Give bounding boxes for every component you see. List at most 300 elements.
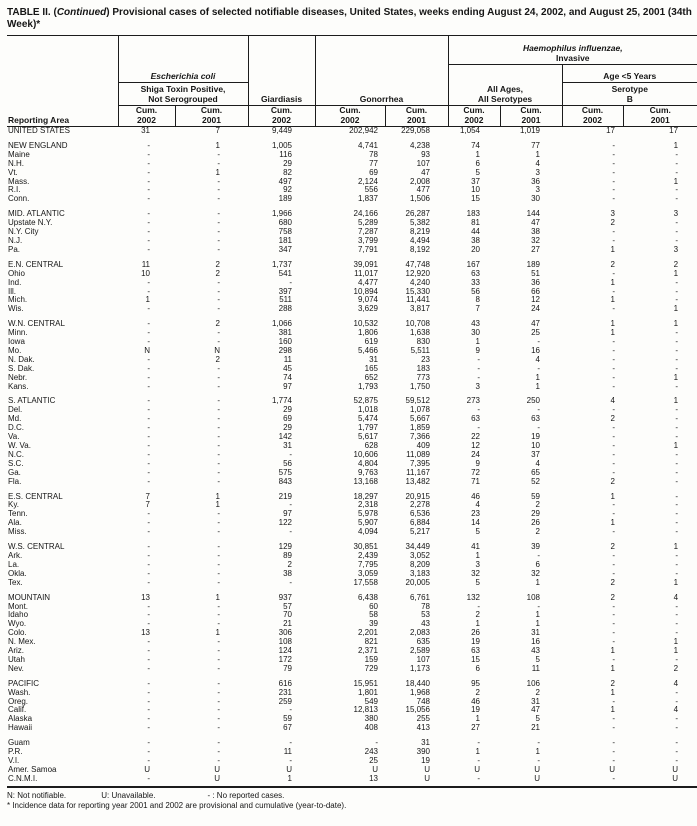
value-cell: -	[612, 602, 615, 611]
value-cell: 1	[610, 329, 615, 338]
value-cell: 231	[278, 688, 292, 697]
reporting-area-cell: MOUNTAIN	[8, 592, 51, 602]
value-cell: -	[537, 738, 540, 748]
value-cell: -	[147, 245, 150, 254]
value-cell: 1,078	[409, 406, 430, 415]
value-cell: 2,008	[409, 177, 430, 186]
value-cell: -	[612, 159, 615, 168]
value-cell: -	[217, 468, 220, 477]
value-cell: 2	[287, 560, 292, 569]
value-cell: 2,318	[357, 501, 378, 510]
value-cell: 142	[278, 433, 292, 442]
reporting-area-cell: Upstate N.Y.	[8, 219, 53, 228]
value-cell: 97	[283, 382, 292, 391]
table-row	[7, 656, 697, 665]
value-cell: -	[675, 424, 679, 433]
value-cell: -	[675, 415, 679, 424]
value-cell: -	[675, 688, 679, 697]
value-cell: -	[217, 569, 220, 578]
value-cell: 16	[531, 346, 540, 355]
table-row	[7, 460, 697, 469]
value-cell: 57	[283, 602, 292, 611]
reporting-area-cell: UNITED STATES	[8, 126, 70, 135]
value-cell: -	[217, 715, 220, 724]
value-cell: -	[147, 620, 150, 629]
value-cell: 89	[283, 551, 292, 560]
value-cell: -	[675, 150, 679, 159]
value-cell: 77	[531, 140, 540, 150]
value-cell: 830	[416, 338, 430, 347]
table-row	[7, 698, 697, 707]
value-cell: -	[612, 177, 615, 186]
value-cell: -	[675, 697, 679, 706]
value-cell: -	[217, 406, 220, 415]
value-cell: 12,813	[353, 706, 378, 715]
value-cell: 3,183	[409, 569, 430, 578]
reporting-area-cell: Fla.	[8, 477, 22, 486]
value-cell: 11,441	[406, 296, 430, 305]
value-cell: 729	[364, 664, 378, 673]
value-cell: 1,837	[357, 195, 378, 204]
value-cell: 79	[283, 664, 292, 673]
ecoli-sub-line2: Not Serogrouped	[148, 93, 218, 104]
value-cell: 12,920	[405, 269, 430, 278]
table-row	[7, 611, 697, 620]
value-cell: 2	[610, 678, 615, 688]
value-cell: 5	[475, 578, 480, 587]
reporting-area-cell: Nev.	[8, 664, 24, 673]
value-cell: 6	[535, 560, 540, 569]
value-cell: 21	[531, 724, 540, 733]
value-cell: -	[217, 477, 220, 486]
value-cell: 408	[364, 724, 378, 733]
value-cell: 1	[673, 542, 679, 552]
value-cell: 10	[471, 186, 480, 195]
value-cell: 1	[610, 519, 615, 528]
value-cell: 1	[475, 620, 480, 629]
value-cell: 2,201	[357, 629, 378, 638]
value-cell: 1	[610, 491, 615, 501]
value-cell: 160	[278, 338, 292, 347]
value-cell: 6	[475, 159, 480, 168]
value-cell: 24,166	[353, 209, 378, 219]
value-cell: 14	[471, 519, 480, 528]
value-cell: 4	[535, 459, 540, 468]
value-cell: -	[147, 602, 150, 611]
value-cell: -	[289, 450, 292, 459]
cum-col-header: Cum. 2002	[448, 106, 500, 127]
value-cell: 7,366	[409, 433, 430, 442]
value-cell: 1	[215, 491, 220, 501]
value-cell: 12	[471, 442, 480, 450]
value-cell: -	[147, 140, 150, 150]
value-cell: 7	[475, 305, 480, 314]
value-cell: 347	[278, 245, 292, 254]
value-cell: 31	[421, 738, 430, 748]
value-cell: -	[147, 424, 150, 433]
value-cell: 43	[421, 620, 430, 629]
value-cell: -	[612, 150, 615, 159]
table-row	[7, 665, 697, 674]
reporting-area-cell: E.S. CENTRAL	[8, 491, 63, 501]
value-cell: 773	[416, 373, 430, 382]
value-cell: -	[147, 150, 150, 159]
value-cell: 259	[278, 697, 292, 706]
table-row	[7, 204, 697, 219]
table-row	[7, 674, 697, 689]
table-row	[7, 706, 697, 715]
value-cell: 8,192	[409, 245, 430, 254]
value-cell: 255	[416, 715, 430, 724]
value-cell: 1	[673, 269, 679, 278]
value-cell: 821	[364, 638, 378, 647]
value-cell: -	[217, 611, 220, 620]
value-cell: 30	[471, 329, 480, 338]
value-cell: 680	[278, 219, 292, 228]
value-cell: -	[612, 724, 615, 733]
value-cell: -	[147, 168, 150, 177]
value-cell: 27	[471, 724, 480, 733]
value-cell: 53	[421, 611, 430, 620]
reporting-area-cell: D.C.	[8, 424, 24, 433]
footnote-unavailable: U: Unavailable.	[101, 790, 156, 800]
value-cell: 31	[369, 355, 378, 364]
value-cell: 67	[283, 724, 292, 733]
value-cell: 47	[531, 706, 540, 715]
value-cell: -	[217, 459, 220, 468]
value-cell: 37	[471, 177, 480, 186]
value-cell: 3	[610, 209, 615, 219]
header-spacer	[118, 36, 248, 65]
value-cell: 82	[283, 168, 292, 177]
ecoli-group-header	[118, 65, 248, 83]
value-cell: 144	[526, 209, 540, 219]
value-cell: -	[675, 655, 679, 664]
value-cell: -	[217, 209, 220, 219]
value-cell: -	[612, 450, 615, 459]
value-cell: -	[675, 228, 679, 237]
table-row	[7, 169, 697, 178]
header-spacer	[448, 65, 562, 83]
cum-col-header: Cum. 2001	[385, 106, 448, 127]
value-cell: -	[675, 569, 679, 578]
value-cell: -	[147, 364, 150, 373]
value-cell: -	[612, 195, 615, 204]
value-cell: 10,606	[353, 450, 378, 459]
value-cell: -	[147, 468, 150, 477]
value-cell: 1	[610, 319, 615, 329]
value-cell: 619	[364, 338, 378, 347]
value-cell: 5,978	[357, 510, 378, 519]
value-cell: -	[612, 510, 615, 519]
value-cell: 7	[145, 501, 150, 510]
value-cell: 1	[535, 611, 540, 620]
value-cell: 2	[475, 688, 480, 697]
value-cell: -	[217, 219, 220, 228]
value-cell: 172	[278, 655, 292, 664]
value-cell: -	[147, 519, 150, 528]
value-cell: 511	[279, 296, 292, 305]
reporting-area-cell: Conn.	[8, 195, 30, 204]
value-cell: 33	[471, 278, 480, 287]
value-cell: 11,089	[406, 450, 430, 459]
value-cell: 38	[531, 228, 540, 237]
value-cell: 1,173	[409, 664, 430, 673]
value-cell: 52	[531, 477, 540, 486]
value-cell: -	[217, 329, 220, 338]
value-cell: 2	[610, 477, 615, 486]
value-cell: 10,532	[353, 319, 378, 329]
value-cell: 1	[673, 638, 679, 647]
value-cell: 1	[145, 296, 150, 305]
reporting-area-cell: Tenn.	[8, 510, 28, 519]
reporting-area-header: Reporting Area	[7, 36, 118, 127]
value-cell: 2	[215, 355, 220, 364]
value-cell: -	[289, 578, 292, 587]
value-cell: -	[612, 468, 615, 477]
value-cell: 229,058	[401, 126, 430, 135]
value-cell: 497	[278, 177, 292, 186]
value-cell: 2,589	[409, 647, 430, 656]
value-cell: -	[217, 236, 220, 245]
value-cell: -	[612, 140, 615, 150]
value-cell: -	[217, 228, 220, 237]
value-cell: 39	[369, 620, 378, 629]
value-cell: 243	[364, 748, 378, 757]
value-cell: -	[147, 186, 150, 195]
reporting-area-cell: Ariz.	[8, 647, 24, 656]
value-cell: 72	[471, 468, 480, 477]
value-cell: -	[289, 757, 292, 765]
reporting-area-cell: Oreg.	[8, 697, 29, 706]
reporting-area-cell: Ill.	[8, 287, 16, 296]
value-cell: 22	[471, 433, 480, 442]
value-cell: -	[675, 757, 679, 765]
value-cell: U	[144, 765, 150, 774]
table-row	[7, 647, 697, 656]
value-cell: 4,238	[409, 140, 430, 150]
value-cell: 78	[369, 150, 378, 159]
table-row	[7, 270, 697, 279]
value-cell: -	[477, 406, 480, 415]
reporting-area-cell: E.N. CENTRAL	[8, 259, 64, 269]
value-cell: 1,506	[409, 195, 430, 204]
table-row	[7, 748, 697, 757]
value-cell: 2	[610, 578, 615, 587]
value-cell: -	[675, 748, 679, 757]
reporting-area-cell: Wash.	[8, 688, 31, 697]
value-cell: 3	[535, 168, 540, 177]
value-cell: 1,774	[271, 396, 292, 406]
value-cell: 38	[283, 569, 292, 578]
value-cell: 8	[475, 296, 480, 305]
value-cell: -	[217, 424, 220, 433]
value-cell: 165	[364, 364, 378, 373]
value-cell: 11,017	[354, 269, 378, 278]
value-cell: 1	[535, 578, 540, 587]
value-cell: -	[612, 236, 615, 245]
value-cell: 298	[278, 346, 292, 355]
value-cell: -	[675, 406, 679, 415]
value-cell: 39	[531, 542, 540, 552]
value-cell: -	[612, 382, 615, 391]
value-cell: 3,799	[357, 236, 378, 245]
value-cell: 36	[531, 278, 540, 287]
value-cell: 381	[278, 329, 292, 338]
value-cell: 167	[466, 259, 480, 269]
value-cell: U	[214, 765, 220, 774]
value-cell: 36	[531, 177, 540, 186]
value-cell: 390	[416, 748, 430, 757]
value-cell: -	[612, 459, 615, 468]
value-cell: 21	[283, 620, 292, 629]
reporting-area-cell: Hawaii	[8, 724, 33, 733]
value-cell: 51	[531, 269, 540, 278]
reporting-area-cell: Pa.	[8, 245, 21, 254]
value-cell: -	[675, 501, 679, 510]
table-row	[7, 433, 697, 442]
table-row	[7, 528, 697, 537]
value-cell: 11	[531, 664, 540, 673]
value-cell: -	[147, 177, 150, 186]
value-cell: -	[217, 450, 220, 459]
value-cell: 2	[535, 528, 540, 537]
value-cell: 159	[364, 655, 378, 664]
table-row	[7, 255, 697, 270]
title-suffix: ) Provisional cases of selected notifiable diseases, United States, weeks ending August 24, 2002, and August 25, 2001 (34th Week)*	[7, 7, 692, 30]
value-cell: 1	[248, 775, 315, 787]
table-row	[7, 561, 697, 570]
value-cell: -	[217, 195, 220, 204]
value-cell: -	[217, 664, 220, 673]
value-cell: 17	[669, 126, 679, 135]
value-cell: -	[612, 551, 615, 560]
value-cell: 7	[215, 126, 220, 135]
table-row	[7, 519, 697, 528]
table-row	[7, 288, 697, 297]
value-cell: 38	[471, 236, 480, 245]
value-cell: 2	[215, 319, 220, 329]
value-cell: -	[217, 159, 220, 168]
value-cell: -	[675, 219, 679, 228]
value-cell: 74	[283, 373, 292, 382]
value-cell: -	[675, 159, 679, 168]
value-cell: -	[612, 186, 615, 195]
value-cell: -	[147, 355, 150, 364]
header-spacer	[248, 65, 315, 83]
value-cell: 108	[278, 638, 292, 647]
reporting-area-cell: Ind.	[8, 278, 22, 287]
value-cell: -	[675, 560, 679, 569]
footnotes	[7, 791, 695, 811]
value-cell: -	[675, 491, 679, 501]
table-row	[7, 314, 697, 329]
value-cell: -	[675, 602, 679, 611]
value-cell: 3,817	[409, 305, 430, 314]
value-cell: 122	[278, 519, 292, 528]
value-cell: -	[612, 620, 615, 629]
value-cell: -	[147, 195, 150, 204]
value-cell: 32	[471, 569, 480, 578]
reporting-area-cell: Wyo.	[8, 620, 27, 629]
value-cell: 409	[416, 442, 430, 450]
value-cell: -	[612, 655, 615, 664]
value-cell: -	[612, 748, 615, 757]
value-cell: -	[675, 338, 679, 347]
value-cell: -	[612, 611, 615, 620]
value-cell: -	[217, 382, 220, 391]
value-cell: 6,761	[409, 592, 430, 602]
value-cell: 5	[535, 715, 540, 724]
value-cell: 6,536	[409, 510, 430, 519]
reporting-area-cell: Amer. Samoa	[8, 765, 57, 774]
value-cell: -	[147, 442, 150, 450]
value-cell: -	[147, 748, 150, 757]
value-cell: -	[612, 715, 615, 724]
value-cell: -	[217, 278, 220, 287]
value-cell: N	[214, 346, 220, 355]
value-cell: 74	[471, 140, 480, 150]
value-cell: -	[147, 228, 150, 237]
value-cell: 1	[610, 664, 615, 673]
value-cell: -	[147, 715, 150, 724]
value-cell: 3,629	[357, 305, 378, 314]
value-cell: 5	[475, 168, 480, 177]
value-cell: -	[217, 287, 220, 296]
value-cell: 189	[278, 195, 292, 204]
value-cell: 1	[475, 748, 480, 757]
value-cell: -	[477, 424, 480, 433]
value-cell: -	[675, 459, 679, 468]
value-cell: 2	[673, 259, 679, 269]
value-cell: 549	[364, 697, 378, 706]
value-cell: 27	[531, 245, 540, 254]
reporting-area-cell: C.N.M.I.	[7, 775, 118, 787]
table-row	[7, 510, 697, 519]
value-cell: 1	[215, 592, 220, 602]
table-row	[7, 178, 697, 187]
value-cell: -	[217, 433, 220, 442]
value-cell: -	[675, 433, 679, 442]
reporting-area-cell: Minn.	[8, 329, 28, 338]
value-cell: 43	[531, 647, 540, 656]
value-cell: -	[612, 738, 615, 748]
table-row	[7, 537, 697, 552]
value-cell: U	[424, 765, 430, 774]
value-cell: -	[675, 236, 679, 245]
value-cell: 273	[466, 396, 480, 406]
reporting-area-cell: Guam	[8, 738, 30, 748]
value-cell: -	[147, 396, 150, 406]
value-cell: -	[675, 620, 679, 629]
value-cell: 3	[673, 245, 679, 254]
value-cell: 9	[475, 459, 480, 468]
value-cell: 13,168	[353, 477, 378, 486]
value-cell: -	[477, 757, 480, 765]
table-row	[7, 733, 697, 748]
value-cell: -	[612, 697, 615, 706]
value-cell: 31	[141, 126, 150, 135]
value-cell: -	[612, 287, 615, 296]
value-cell: 477	[416, 186, 430, 195]
value-cell: -	[675, 715, 679, 724]
value-cell: -	[147, 560, 150, 569]
value-cell: -	[675, 629, 679, 638]
value-cell: 69	[369, 168, 378, 177]
value-cell: 19	[531, 433, 540, 442]
value-cell: 1	[673, 177, 679, 186]
value-cell: 616	[278, 678, 292, 688]
